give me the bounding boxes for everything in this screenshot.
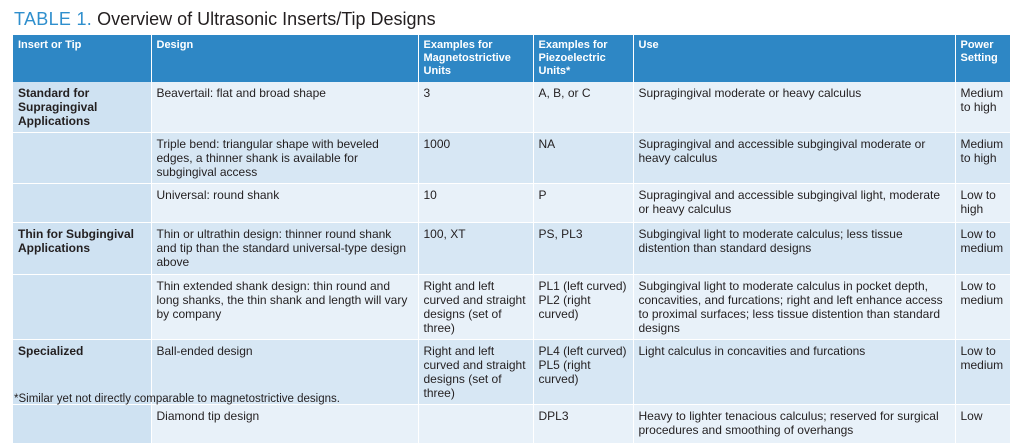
table-footnote: *Similar yet not directly comparable to magnetostrictive designs. (14, 393, 340, 405)
header-piezoelectric: Examples for Piezoelectric Units* (533, 35, 633, 82)
magnetostrictive-cell: 10 (418, 184, 533, 223)
table-row (13, 275, 1010, 340)
use-cell: Supragingival moderate or heavy calculus (633, 82, 955, 133)
piezoelectric-cell: A, B, or C (533, 82, 633, 133)
header-power-setting: Power Setting (955, 35, 1010, 82)
magnetostrictive-cell: Right and left curved and straight designs (set of three) (418, 275, 533, 340)
design-cell: Thin extended shank design: thin round and long shanks, the thin shank and length will vary by company (151, 275, 418, 340)
table-title: Overview of Ultrasonic Inserts/Tip Designs (97, 9, 436, 29)
table-row (13, 184, 1010, 223)
design-cell: Universal: round shank (151, 184, 418, 223)
magnetostrictive-cell: 3 (418, 82, 533, 133)
power-cell: Medium to high (955, 133, 1010, 184)
design-cell: Ball-ended design (151, 340, 418, 405)
power-cell: Low to medium (955, 340, 1010, 405)
piezoelectric-cell: DPL3 (533, 405, 633, 444)
magnetostrictive-cell: Right and left curved and straight designs (set of three) (418, 340, 533, 405)
category-cell (13, 184, 151, 223)
power-cell: Low to medium (955, 223, 1010, 275)
category-cell (13, 275, 151, 340)
power-cell: Low to high (955, 184, 1010, 223)
table-label: TABLE 1. (14, 9, 93, 29)
magnetostrictive-cell: 100, XT (418, 223, 533, 275)
power-cell: Low (955, 405, 1010, 444)
design-cell: Triple bend: triangular shape with beveled edges, a thinner shank is available for subgingival access (151, 133, 418, 184)
use-cell: Light calculus in concavities and furcations (633, 340, 955, 405)
category-cell: Specialized (13, 340, 151, 405)
piezoelectric-cell: PL1 (left curved) PL2 (right curved) (533, 275, 633, 340)
header-design: Design (151, 35, 418, 82)
use-cell: Heavy to lighter tenacious calculus; reserved for surgical procedures and smoothing of overhangs (633, 405, 955, 444)
magnetostrictive-cell (418, 405, 533, 444)
use-cell: Subgingival light to moderate calculus; less tissue distention than standard designs (633, 223, 955, 275)
design-cell: Thin or ultrathin design: thinner round shank and tip than the standard universal-type design above (151, 223, 418, 275)
category-cell (13, 133, 151, 184)
header-use: Use (633, 35, 955, 82)
power-cell: Medium to high (955, 82, 1010, 133)
design-cell: Beavertail: flat and broad shape (151, 82, 418, 133)
category-cell (13, 405, 151, 444)
piezoelectric-cell: PL4 (left curved) PL5 (right curved) (533, 340, 633, 405)
header-magnetostrictive: Examples for Magnetostrictive Units (418, 35, 533, 82)
piezoelectric-cell: NA (533, 133, 633, 184)
piezoelectric-cell: P (533, 184, 633, 223)
design-cell: Diamond tip design (151, 405, 418, 444)
table-row (13, 223, 1010, 275)
category-cell: Thin for Subgingival Applications (13, 223, 151, 275)
category-cell: Standard for Supragingival Applications (13, 82, 151, 133)
tip-designs-table (13, 35, 1010, 444)
magnetostrictive-cell: 1000 (418, 133, 533, 184)
use-cell: Supragingival and accessible subgingival moderate or heavy calculus (633, 133, 955, 184)
table-caption (14, 6, 436, 32)
power-cell: Low to medium (955, 275, 1010, 340)
table-row (13, 82, 1010, 133)
use-cell: Subgingival light to moderate calculus in pocket depth, concavities, and furcations; right and left enhance access to proximal surfaces; less tissue distention than standard designs (633, 275, 955, 340)
table-row (13, 405, 1010, 444)
piezoelectric-cell: PS, PL3 (533, 223, 633, 275)
header-insert-or-tip: Insert or Tip (13, 35, 151, 82)
use-cell: Supragingival and accessible subgingival light, moderate or heavy calculus (633, 184, 955, 223)
table-row (13, 133, 1010, 184)
header-row (13, 35, 1010, 82)
